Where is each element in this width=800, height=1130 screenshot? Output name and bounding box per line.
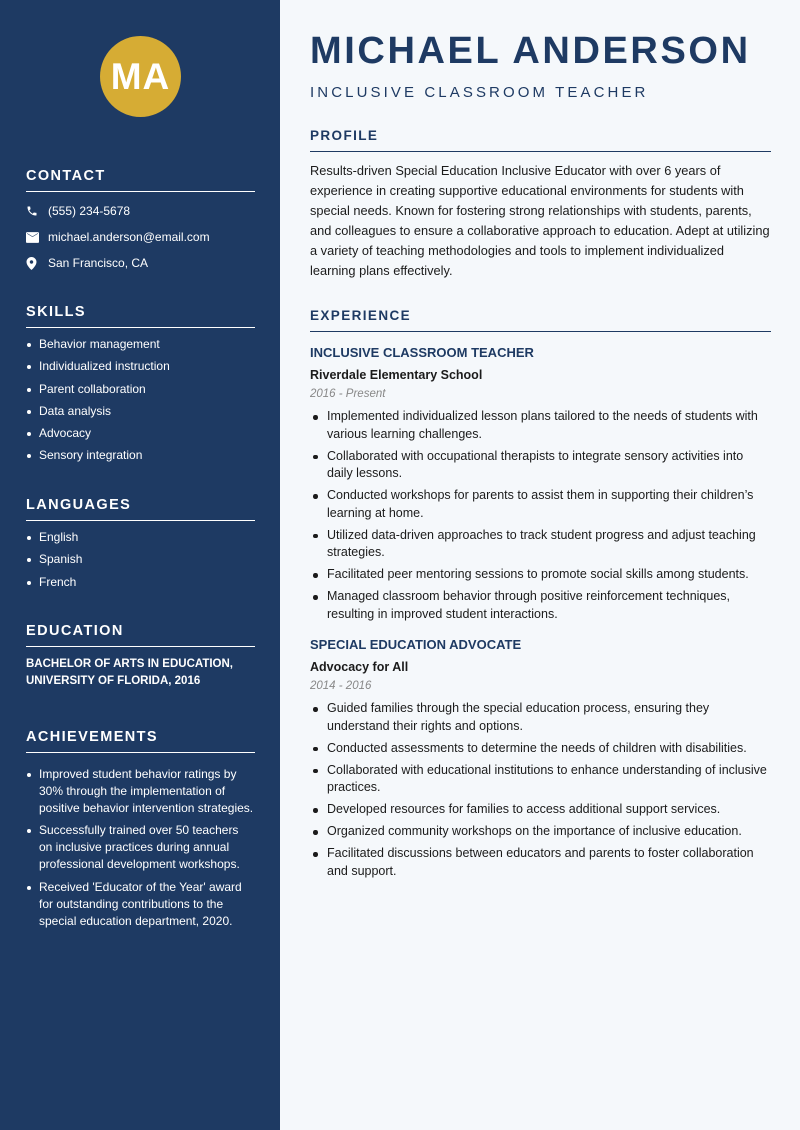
job-bullets	[310, 408, 771, 623]
job-bullet: Conducted workshops for parents to assist them in supporting their children’s learning at home.	[310, 487, 769, 522]
job-title: SPECIAL EDUCATION ADVOCATE	[310, 637, 522, 652]
location-pin-icon	[26, 257, 48, 270]
profile-heading: PROFILE	[310, 128, 771, 152]
skill-item: Individualized instruction	[26, 358, 255, 375]
skills-list	[26, 336, 255, 464]
job-company: Riverdale Elementary School	[310, 368, 483, 382]
job-bullet: Organized community workshops on the importance of inclusive education.	[310, 823, 769, 841]
education-section	[26, 623, 255, 690]
experience-heading: EXPERIENCE	[310, 308, 771, 332]
phone-icon	[26, 205, 48, 217]
language-item: English	[26, 529, 255, 546]
email-text: michael.anderson@email.com	[48, 230, 210, 244]
job-title: INCLUSIVE CLASSROOM TEACHER	[310, 345, 534, 360]
contact-location	[26, 250, 255, 276]
achievements-section	[26, 729, 255, 935]
achievements-heading: ACHIEVEMENTS	[26, 729, 255, 753]
profile-text: Results-driven Special Education Inclusive Educator with over 6 years of experience in creating supportive educational environments for students with special needs. Known for fostering strong relationships with students, parents, and colleagues to ensure a collaborative approach to education. Adept at utilizing a variety of teaching methodologies and tools to implement individualized learning plans effectively.	[310, 163, 770, 278]
job-bullet: Developed resources for families to access additional support services.	[310, 801, 769, 819]
avatar: MA	[100, 36, 181, 117]
job-entry	[310, 345, 771, 623]
contact-heading: CONTACT	[26, 168, 255, 192]
candidate-title: INCLUSIVE CLASSROOM TEACHER	[310, 84, 649, 101]
language-item: Spanish	[26, 551, 255, 568]
candidate-name: MICHAEL ANDERSON	[310, 30, 751, 72]
job-company: Advocacy for All	[310, 660, 409, 674]
languages-section	[26, 497, 255, 596]
email-icon	[26, 232, 48, 243]
achievement-item: Improved student behavior ratings by 30% through the implementation of positive behavior intervention strategies.	[26, 766, 255, 817]
skills-section	[26, 304, 255, 470]
experience-section	[310, 308, 771, 885]
job-bullet: Guided families through the special education process, ensuring they understand their rights and options.	[310, 700, 769, 735]
skill-item: Behavior management	[26, 336, 255, 353]
contact-phone	[26, 198, 255, 224]
achievements-list	[26, 766, 255, 930]
job-bullets	[310, 700, 771, 880]
skill-item: Sensory integration	[26, 447, 255, 464]
job-bullet: Managed classroom behavior through positive reinforcement techniques, resulting in improved student interactions.	[310, 588, 769, 623]
language-item: French	[26, 574, 255, 591]
education-entry: BACHELOR OF ARTS IN EDUCATION, UNIVERSITY OF FLORIDA, 2016	[26, 658, 233, 687]
languages-list	[26, 529, 255, 591]
education-heading: EDUCATION	[26, 623, 255, 647]
skills-heading: SKILLS	[26, 304, 255, 328]
job-bullet: Conducted assessments to determine the needs of children with disabilities.	[310, 740, 769, 758]
job-bullet: Facilitated peer mentoring sessions to promote social skills among students.	[310, 566, 769, 584]
contact-section	[26, 168, 255, 276]
contact-email	[26, 224, 255, 250]
job-bullet: Collaborated with educational institutions to enhance understanding of inclusive practices.	[310, 762, 769, 797]
job-dates: 2014 - 2016	[310, 680, 372, 692]
job-bullet: Utilized data-driven approaches to track student progress and adjust teaching strategies.	[310, 527, 769, 562]
achievement-item: Successfully trained over 50 teachers on inclusive practices during annual professional development workshops.	[26, 822, 255, 873]
phone-text: (555) 234-5678	[48, 204, 131, 218]
languages-heading: LANGUAGES	[26, 497, 255, 521]
job-bullet: Implemented individualized lesson plans tailored to the needs of students with various learning challenges.	[310, 408, 769, 443]
skill-item: Parent collaboration	[26, 381, 255, 398]
job-entry	[310, 637, 771, 880]
location-text: San Francisco, CA	[48, 256, 149, 270]
skill-item: Data analysis	[26, 403, 255, 420]
sidebar	[0, 0, 280, 1130]
skill-item: Advocacy	[26, 425, 255, 442]
job-bullet: Collaborated with occupational therapists to integrate sensory activities into daily lessons.	[310, 448, 769, 483]
job-dates: 2016 - Present	[310, 388, 386, 400]
achievement-item: Received 'Educator of the Year' award for outstanding contributions to the special education department, 2020.	[26, 879, 255, 930]
profile-section	[310, 128, 771, 281]
job-bullet: Facilitated discussions between educators and parents to foster collaboration and support.	[310, 845, 769, 880]
